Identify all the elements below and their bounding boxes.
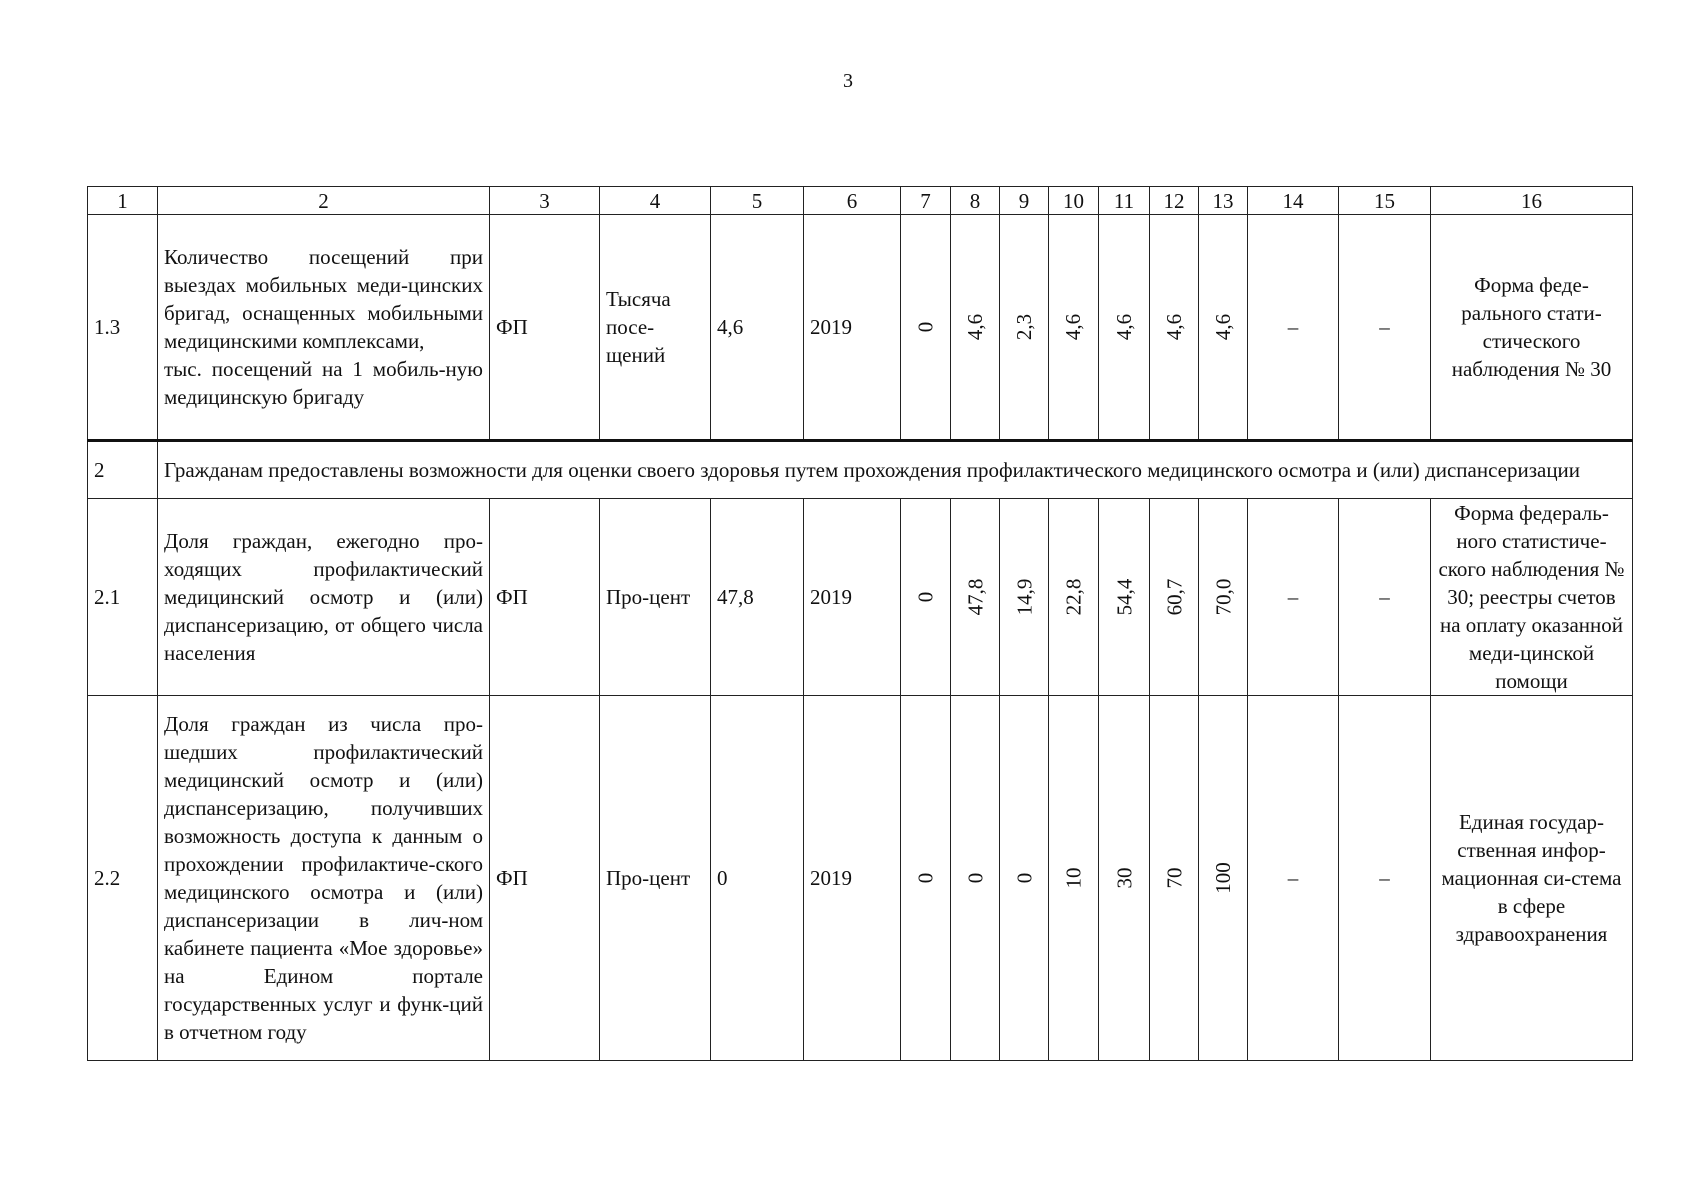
value-col-11-text: 30 xyxy=(1112,867,1136,889)
base-value: 4,6 xyxy=(711,215,804,441)
value-col-7 xyxy=(901,696,951,1061)
table-row-1-3 xyxy=(88,215,1633,441)
row-number: 2.1 xyxy=(88,499,158,696)
indicator-name: Доля граждан из числа про-шедших профилактический медицинский осмотр и (или) диспансеризацию, получивших возможность доступа к данным о прохождении профилактиче-ского медицинского осмотра и (или) диспансеризации в лич-ном кабинете пациента «Мое здоровье» на Едином портале государственных услуг и функ-ций в отчетном году xyxy=(158,696,490,1061)
value-col-8 xyxy=(951,215,1000,441)
indicator-name: Доля граждан, ежегодно про-ходящих профилактический медицинский осмотр и (или) диспансеризацию, от общего числа населения xyxy=(158,499,490,696)
header-cell: 7 xyxy=(901,187,951,215)
value-col-9-text: 0 xyxy=(1012,872,1036,884)
value-col-8-text: 47,8 xyxy=(963,578,988,616)
value-col-7 xyxy=(901,499,951,696)
value-col-10-text: 22,8 xyxy=(1061,578,1086,616)
unit-of-measure: Про-цент xyxy=(600,499,711,696)
header-cell: 11 xyxy=(1099,187,1150,215)
header-cell: 3 xyxy=(490,187,600,215)
header-cell: 15 xyxy=(1339,187,1431,215)
value-col-13-text: 70,0 xyxy=(1211,578,1236,616)
base-value: 0 xyxy=(711,696,804,1061)
value-col-13 xyxy=(1199,215,1248,441)
value-col-8 xyxy=(951,696,1000,1061)
indicator-level: ФП xyxy=(490,696,600,1061)
header-cell: 8 xyxy=(951,187,1000,215)
value-col-13 xyxy=(1199,499,1248,696)
header-cell: 2 xyxy=(158,187,490,215)
value-col-15: – xyxy=(1339,499,1431,696)
section-title: Гражданам предоставлены возможности для оценки своего здоровья путем прохождения профилактического медицинского осмотра и (или) диспансеризации xyxy=(158,441,1633,499)
indicator-level: ФП xyxy=(490,215,600,441)
value-col-15: – xyxy=(1339,215,1431,441)
header-cell: 1 xyxy=(88,187,158,215)
row-number: 1.3 xyxy=(88,215,158,441)
header-cell: 9 xyxy=(1000,187,1049,215)
indicator-name xyxy=(158,215,490,441)
value-col-10 xyxy=(1049,499,1099,696)
value-col-8-text: 0 xyxy=(963,872,987,884)
value-col-12-text: 4,6 xyxy=(1162,313,1186,341)
value-col-7-text: 0 xyxy=(913,591,938,603)
value-col-10 xyxy=(1049,215,1099,441)
base-year: 2019 xyxy=(804,696,901,1061)
unit-of-measure: Тысяча посе-щений xyxy=(600,215,711,441)
value-col-7 xyxy=(901,215,951,441)
value-col-8-text: 4,6 xyxy=(963,313,987,341)
value-col-12 xyxy=(1150,215,1199,441)
value-col-7-text: 0 xyxy=(913,872,938,884)
value-col-13 xyxy=(1199,696,1248,1061)
base-year: 2019 xyxy=(804,215,901,441)
header-cell: 16 xyxy=(1431,187,1633,215)
indicator-name-part-1: Количество посещений при выездах мобильных меди-цинских бригад, оснащенных мобильными медицинскими комплексами, xyxy=(164,245,483,353)
header-cell: 14 xyxy=(1248,187,1339,215)
table-header-row xyxy=(88,187,1633,215)
value-col-10-text: 4,6 xyxy=(1061,313,1086,341)
header-cell: 10 xyxy=(1049,187,1099,215)
value-col-12-text: 60,7 xyxy=(1162,578,1187,616)
data-source: Форма феде-рального стати-стического наблюдения № 30 xyxy=(1431,215,1633,441)
unit-of-measure: Про-цент xyxy=(600,696,711,1061)
value-col-15: – xyxy=(1339,696,1431,1061)
value-col-9-text: 2,3 xyxy=(1012,313,1036,341)
value-col-12 xyxy=(1150,499,1199,696)
table-row-2-1 xyxy=(88,499,1633,696)
value-col-12 xyxy=(1150,696,1199,1061)
indicators-table xyxy=(87,186,1633,1061)
value-col-14: – xyxy=(1248,499,1339,696)
data-source: Единая государ-ственная инфор-мационная си-стема в сфере здравоохранения xyxy=(1431,696,1633,1061)
value-col-14: – xyxy=(1248,215,1339,441)
page-number: 3 xyxy=(843,70,853,92)
row-number: 2.2 xyxy=(88,696,158,1061)
header-cell: 12 xyxy=(1150,187,1199,215)
value-col-11 xyxy=(1099,215,1150,441)
value-col-10 xyxy=(1049,696,1099,1061)
value-col-8 xyxy=(951,499,1000,696)
indicator-name-part-2: тыс. посещений на 1 мобиль-ную медицинскую бригаду xyxy=(164,357,483,409)
value-col-7-text: 0 xyxy=(913,321,938,333)
header-cell: 5 xyxy=(711,187,804,215)
value-col-10-text: 10 xyxy=(1061,867,1086,889)
value-col-9 xyxy=(1000,215,1049,441)
value-col-9-text: 14,9 xyxy=(1012,578,1037,616)
data-source: Форма федераль-ного статистиче-ского наблюдения № 30; реестры счетов на оплату оказанной меди-цинской помощи xyxy=(1431,499,1633,696)
table-row-2-2 xyxy=(88,696,1633,1061)
header-cell: 6 xyxy=(804,187,901,215)
value-col-13-text: 4,6 xyxy=(1211,313,1235,341)
header-cell: 4 xyxy=(600,187,711,215)
value-col-12-text: 70 xyxy=(1162,867,1186,889)
base-value: 47,8 xyxy=(711,499,804,696)
header-cell: 13 xyxy=(1199,187,1248,215)
value-col-11 xyxy=(1099,696,1150,1061)
base-year: 2019 xyxy=(804,499,901,696)
value-col-9 xyxy=(1000,499,1049,696)
section-number: 2 xyxy=(88,441,158,499)
indicator-level: ФП xyxy=(490,499,600,696)
value-col-11 xyxy=(1099,499,1150,696)
value-col-11-text: 54,4 xyxy=(1112,578,1136,616)
value-col-11-text: 4,6 xyxy=(1112,313,1136,341)
value-col-13-text: 100 xyxy=(1211,862,1235,894)
section-row-2 xyxy=(88,441,1633,499)
value-col-14: – xyxy=(1248,696,1339,1061)
value-col-9 xyxy=(1000,696,1049,1061)
